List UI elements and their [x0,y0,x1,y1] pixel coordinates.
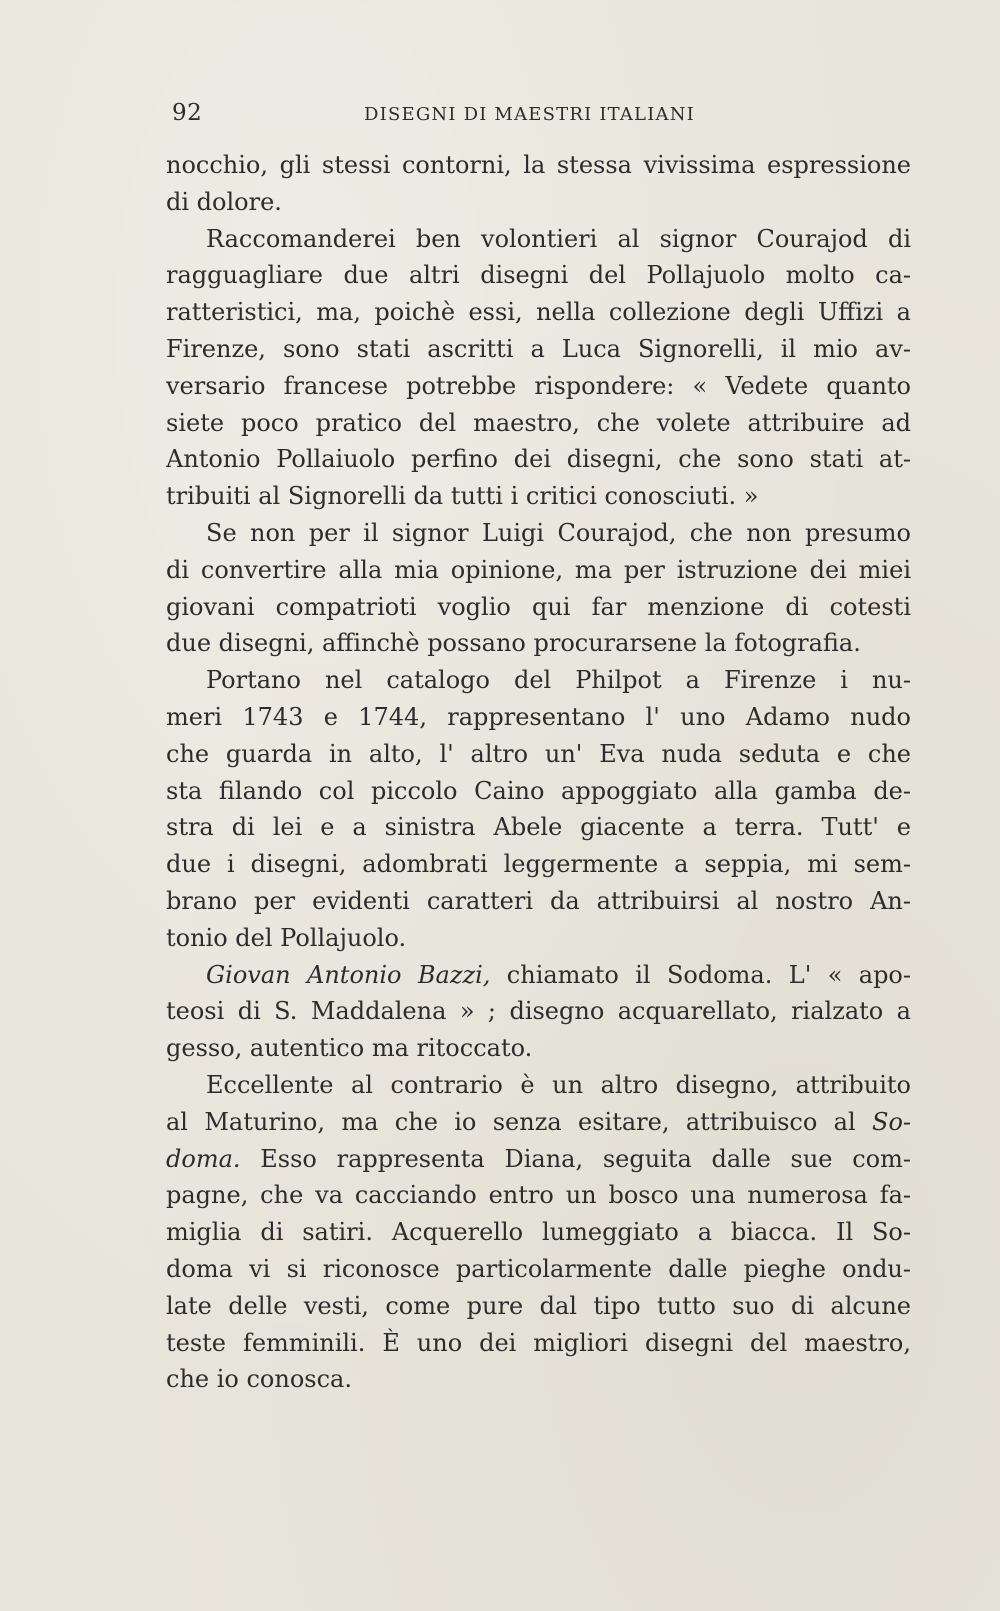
artist-name-italic: doma. [166,1144,241,1173]
body-text [166,147,911,1398]
text-line [166,1104,911,1141]
artist-name-italic: Giovan Antonio Bazzi, [206,960,491,989]
paragraph-start-line: Portano nel catalogo del Philpot a Firenze i nu- [206,666,911,695]
text-line: ragguagliare due altri disegni del Pollajuolo molto ca- [166,261,911,290]
text-line: che io conosca. [166,1365,352,1394]
text-line: tonio del Pollajuolo. [166,923,407,952]
text-line: teosi di S. Maddalena » ; disegno acquarellato, rialzato a [166,997,911,1026]
text-line: Firenze, sono stati ascritti a Luca Signorelli, il mio av- [166,334,911,363]
running-head [172,100,724,132]
text-line: tribuiti al Signorelli da tutti i critici conosciuti. » [166,482,759,511]
text-line [166,1141,911,1178]
text-line: giovani compatrioti voglio qui far menzione di cotesti [166,592,911,621]
page-number: 92 [172,100,203,126]
text-line: doma vi si riconosce particolarmente dalle pieghe ondu- [166,1254,911,1283]
text-line: che guarda in alto, l' altro un' Eva nuda seduta e che [166,739,911,768]
running-title: DISEGNI DI MAESTRI ITALIANI [364,104,695,125]
text-line: gesso, autentico ma ritoccato. [166,1034,533,1063]
text-run: chiamato il Sodoma. L' « apo- [490,960,911,989]
text-line: due disegni, affinchè possano procurarsene la fotografia. [166,629,861,658]
text-line: miglia di satiri. Acquerello lumeggiato a biacca. Il So- [166,1218,911,1247]
text-line: ratteristici, ma, poichè essi, nella collezione degli Uffizi a [166,298,911,327]
text-line: Antonio Pollaiuolo perfino dei disegni, che sono stati at- [166,445,911,474]
paragraph-start-line: Se non per il signor Luigi Courajod, che non presumo [206,518,911,547]
text-line: due i disegni, adombrati leggermente a seppia, mi sem- [166,850,911,879]
paragraph-start-line: Raccomanderei ben volontieri al signor Courajod di [206,224,911,253]
text-line: brano per evidenti caratteri da attribuirsi al nostro An- [166,886,911,915]
paragraph-start-line [166,957,911,994]
text-line: stra di lei e a sinistra Abele giacente a terra. Tutt' e [166,813,911,842]
text-run: Esso rappresenta Diana, seguita dalle sue com- [240,1144,911,1173]
text-line: siete poco pratico del maestro, che volete attribuire ad [166,408,911,437]
paragraph-start-line: Eccellente al contrario è un altro disegno, attribuito [206,1070,911,1099]
artist-name-italic: So- [872,1107,911,1136]
text-line: meri 1743 e 1744, rappresentano l' uno Adamo nudo [166,702,911,731]
text-run: al Maturino, ma che io senza esitare, attribuisco al [166,1107,872,1136]
text-line: versario francese potrebbe rispondere: « Vedete quanto [166,371,911,400]
text-line: sta filando col piccolo Caino appoggiato alla gamba de- [166,776,911,805]
text-line: teste femminili. È uno dei migliori disegni del maestro, [166,1328,911,1357]
text-line: pagne, che va cacciando entro un bosco una numerosa fa- [166,1181,911,1210]
text-line: nocchio, gli stessi contorni, la stessa vivissima espressione [166,151,911,179]
text-line: di convertire alla mia opinione, ma per istruzione dei miei [166,555,911,584]
text-line: di dolore. [166,187,282,216]
text-line: late delle vesti, come pure dal tipo tutto suo di alcune [166,1291,911,1320]
